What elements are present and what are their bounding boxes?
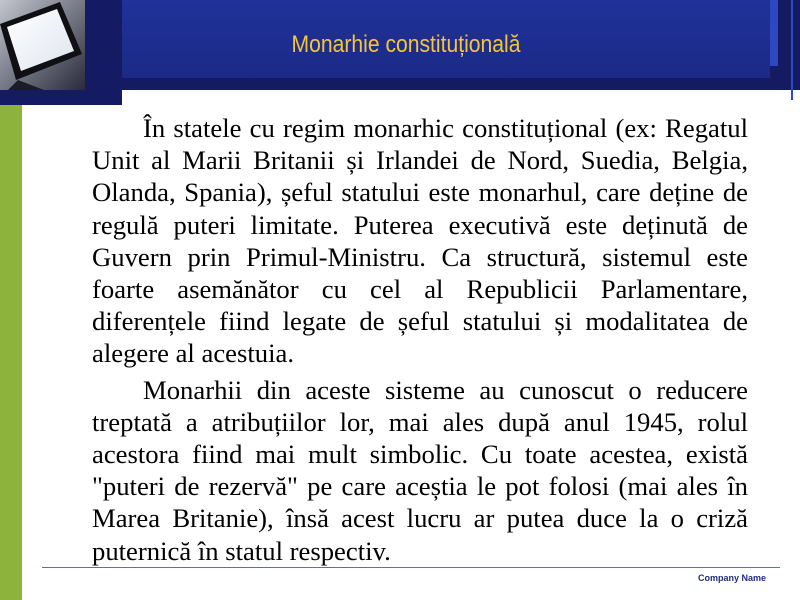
header-left-block — [0, 90, 122, 105]
body-paragraph-2: Monarhii din aceste sisteme au cunoscut o reducere treptată a atribuțiilor lor, mai ales după anul 1945, rolul acestora fiind mai mult simbolic. Cu toate acestea, există "puteri de rezervă" pe care aceștia le pot folosi (mai ales în Marea Britanie), însă acest lucru ar putea duce la o criză puternică în statul respectiv. — [92, 374, 748, 566]
computer-monitor-image — [0, 0, 85, 90]
footer-divider — [42, 567, 780, 568]
slide-body-text — [92, 112, 748, 567]
header-accent-bar — [770, 0, 778, 66]
body-paragraph-1: În statele cu regim monarhic constituțional (ex: Regatul Unit al Marii Britanii și Irlandei de Nord, Suedia, Belgia, Olanda, Spania), șeful statului este monarhul, care deține de regulă puteri limitate. Puterea executivă este deținută de Guvern prin Primul-Ministru. Ca structură, sistemul este foarte asemănător cu cel al Republicii Parlamentare, diferențele fiind legate de șeful statului și modalitatea de alegere al acestuia. — [92, 113, 748, 369]
footer-company-name: Company Name — [697, 573, 766, 583]
slide-title: Monarhie constituțională — [291, 31, 521, 58]
side-green-stripe — [0, 105, 22, 600]
header-accent-line — [791, 0, 793, 100]
